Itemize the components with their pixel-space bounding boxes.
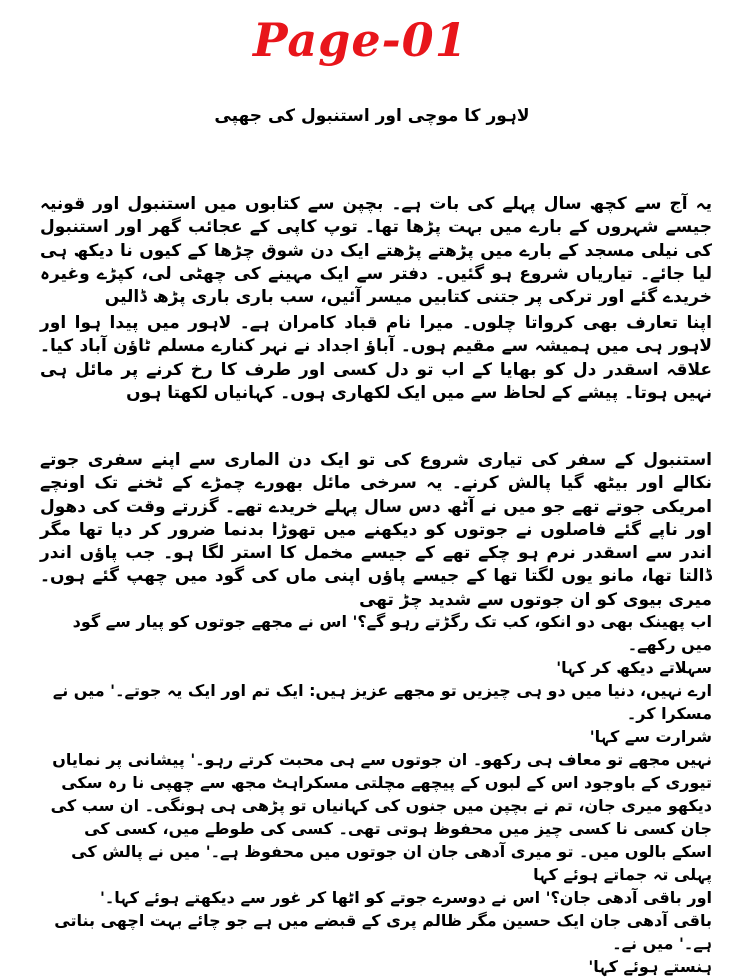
dialogue-line: اب پھینک بھی دو انکو، کب تک رگڑتے رہو گے؟' اس نے مجھے جوتوں کو پیار سے گود میں رکھے۔: [72, 612, 712, 654]
story-title: لاہور کا موچی اور استنبول کی جھپی: [214, 106, 530, 126]
paragraph-intro: یہ آج سے کچھ سال پہلے کی بات ہے۔ بچپن سے کتابوں میں استنبول اور قونیہ جیسے شہروں کے بارے میں بہت پڑھا تھا۔ توپ کاپی کے عجائب گھر اور استنبول کی نیلی مسجد کے بارے میں پڑھتے پڑھتے ایک دن شوق چڑھا کے کیوں نا دیکھ ہی لیا جائے۔ تیاریاں شروع ہو گئیں۔ دفتر سے ایک مہینے کی چھٹی لی، کپڑے وغیرہ خریدے گئے اور ترکی پر جتنی کتابیں میسر آئیں، سب باری باری پڑھ ڈالیں: [40, 194, 712, 308]
dialogue-line: ارے نہیں، دنیا میں دو ہی چیزیں تو مجھے عزیز ہیں: ایک تم اور ایک یہ جوتے۔' میں نے مسکرا کر۔: [52, 681, 712, 723]
dialogue-line: دیکھو میری جان، تم نے بچپن میں جنوں کی کہانیاں تو پڑھی ہی ہونگی۔ ان سب کی جان کسی نا کسی چیز میں محفوظ ہوتی تھی۔ کسی کی طوطے میں، کسی کی اسکے بالوں میں۔ تو میری آدھی جان ان جوتوں میں محفوظ ہے۔' میں نے پالش کی پہلی تہ جماتے ہوئے کہا: [50, 796, 712, 884]
dialogue-line: نہیں مجھے تو معاف ہی رکھو۔ ان جوتوں سے ہی محبت کرتے رہو۔' پیشانی پر نمایاں تیوری کے باوجود اس کے لبوں کے پیچھے مچلتی مسکراہٹ مجھ سے چھپی نا رہ سکی: [52, 750, 712, 792]
paragraph-shoes: استنبول کے سفر کی تیاری شروع کی تو ایک دن الماری سے اپنے سفری جوتے نکالے اور بیٹھ گیا پالش کرنے۔ یہ سرخی مائل بھورے چمڑے کے ٹخنے تک اونچے امریکی جوتے تھے جو میں نے آٹھ دس سال پہلے خریدے تھے۔ گزرتے وقت کی دھول اور ناپے گئے فاصلوں نے جوتوں کو دیکھنے میں تھوڑا بدنما ضرور کر دیا تھا مگر اندر سے اسقدر نرم ہو چکے تھے کے جیسے مخمل کا استر لگا ہو۔ جب پاؤں اندر ڈالتا تھا، مانو یوں لگتا تھا کے جیسے پاؤں اپنی ماں کی گود میں چھپ گئے ہوں۔ میری بیوی کو ان جوتوں سے شدید چڑ تھی: [40, 450, 712, 610]
dialogue-line: باقی آدھی جان ایک حسین مگر ظالم پری کے قبضے میں ہے جو چائے بہت اچھی بناتی ہے۔' میں نے۔: [54, 911, 712, 953]
dialogue-line: شرارت سے کہا': [589, 727, 712, 746]
page-number-label: Page-01: [253, 13, 468, 67]
dialogue-line: سہلاتے دیکھ کر کہا': [556, 658, 712, 677]
paragraph-introduction: اپنا تعارف بھی کرواتا چلوں۔ میرا نام قباد کامران ہے۔ لاہور میں پیدا ہوا اور لاہور ہی میں ہمیشہ سے مقیم ہوں۔ آباؤ اجداد نے نہر کنارے مسلم ٹاؤن آباد کیا۔ علاقہ اسقدر دل کو بھایا کے اب تو دل کسی اور طرف کا رخ کرنے پر مائل ہی نہیں ہوتا۔ پیشے کے لحاظ سے میں ایک لکھاری ہوں۔ کہانیاں لکھتا ہوں: [40, 313, 712, 403]
dialogue-line: اور باقی آدھی جان؟' اس نے دوسرے جوتے کو اٹھا کر غور سے دیکھتے ہوئے کہا۔': [99, 888, 712, 907]
dialogue-line: ہنستے ہوئے کہا': [588, 957, 712, 976]
dialogue-section: [40, 610, 712, 978]
